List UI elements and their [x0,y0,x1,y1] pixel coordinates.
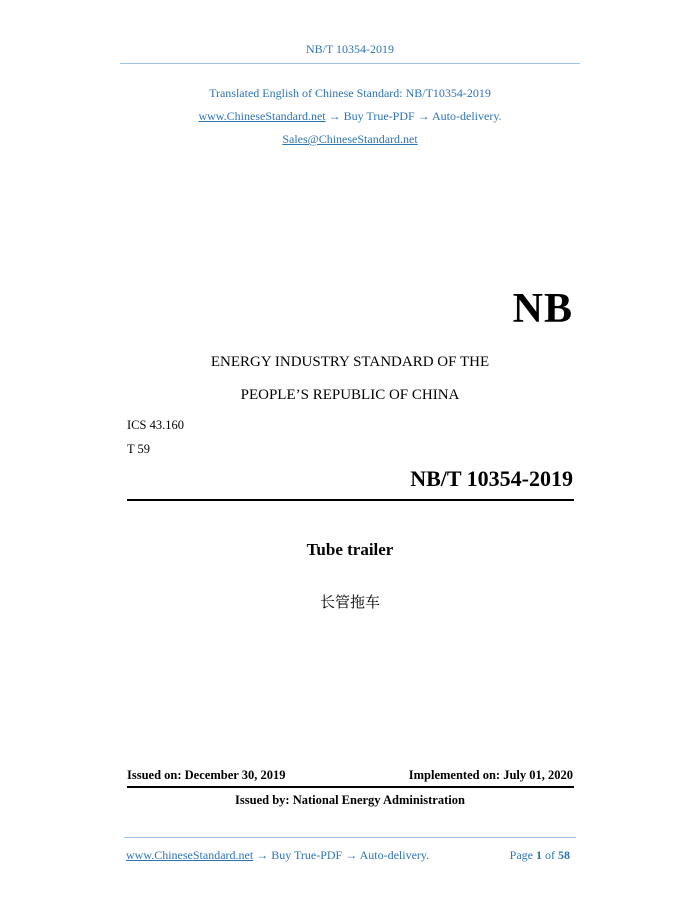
title-english: Tube trailer [306,540,394,559]
code-divider [127,499,574,501]
dates-divider [127,786,574,788]
footer-links [126,848,429,863]
page-label: Page [509,848,533,862]
email-row [0,132,700,147]
implemented-on-date: Implemented on: July 01, 2020 [408,768,573,782]
page-number: 1 [536,848,542,862]
arrow-icon: → [256,848,269,862]
ics-code: ICS 43.160 [127,418,184,432]
translation-notice: Translated English of Chinese Standard: NB/T10354-2019 [209,86,491,100]
title-chinese: 长管拖车 [319,593,380,611]
header-divider [120,63,580,64]
page-total: 58 [558,848,570,862]
running-header: NB/T 10354-2019 [305,42,395,56]
footer-delivery-text: Auto-delivery. [359,848,430,862]
arrow-icon: → [328,109,341,123]
translation-links [0,109,700,124]
of-label: of [545,848,555,862]
footer-buy-text: Buy True-PDF [271,848,343,862]
authority-line-2: PEOPLE’S REPUBLIC OF CHINA [240,387,460,403]
page-indicator [510,848,570,863]
footer-divider [124,837,576,838]
delivery-text: Auto-delivery. [432,109,502,123]
arrow-icon: → [417,109,430,123]
issued-by: Issued by: National Energy Administration [235,793,465,807]
standard-mark: NB [512,286,573,332]
authority-line-1: ENERGY INDUSTRY STANDARD OF THE [210,354,490,370]
standard-code: NB/T 10354-2019 [410,466,573,491]
email-link[interactable]: Sales@ChineseStandard.net [282,132,418,146]
buy-text: Buy True-PDF [343,109,415,123]
footer-site-link[interactable]: www.ChineseStandard.net [126,848,254,862]
ccs-code: T 59 [127,442,151,456]
arrow-icon: → [345,848,358,862]
issued-on-date: Issued on: December 30, 2019 [127,768,286,782]
site-link[interactable]: www.ChineseStandard.net [198,109,326,123]
